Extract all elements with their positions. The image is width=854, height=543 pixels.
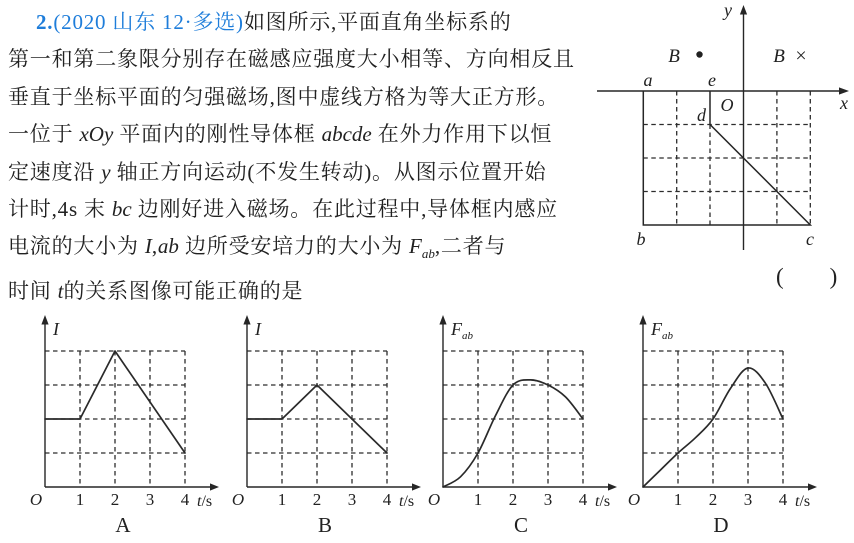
problem-text-line [8,273,600,310]
x-axis-arrow-icon [808,483,817,490]
x-tick-label: 1 [673,490,683,509]
y-axis-arrow-icon [41,315,48,325]
text-segment: 第一和第二象限分别存在磁感应强度大小相等、方向相反且 [8,47,575,72]
field-out-label: B [668,46,680,67]
option-label-A: A [115,513,131,537]
x-tick-label: 3 [743,490,753,509]
vertex-label-d: d [697,105,706,125]
x-axis-label: t/s [595,493,611,510]
x-axis-label: t/s [795,493,811,510]
y-axis-arrow-icon [439,315,446,325]
y-axis-arrow-icon [639,315,646,325]
y-axis-arrow-icon [740,5,747,15]
origin-label: O [427,490,441,509]
option-label-D: D [713,513,729,537]
x-tick-label: 1 [75,490,85,509]
y-axis-label: $F_{ab}$ [451,319,473,342]
vertex-label-c: c [806,229,814,249]
text-segment: 边刚好进入磁场。在此过程中,导体框内感应 [131,197,558,222]
text-segment: 垂直于坐标平面的匀强磁场,图中虚线方格为等大正方形。 [8,84,560,109]
x-tick-label: 3 [347,490,357,509]
x-tick-label: 2 [508,490,518,509]
y-axis-label: I [255,319,261,339]
x-axis-label: t/s [197,493,213,510]
origin-label: O [231,490,245,509]
text-segment: y [101,159,111,184]
y-axis-arrow-icon [243,315,250,325]
x-axis-arrow-icon [210,483,219,490]
origin-label: O [627,490,641,509]
problem-text-line [8,228,600,273]
graph-D [616,308,821,540]
problem-text-line [8,154,600,191]
field-in-label: B [773,46,785,67]
vertex-label-a: a [643,70,653,90]
problem-text-line [8,4,600,41]
text-segment: bc [111,197,132,222]
text-segment: 边所受安培力的大小为 [178,234,410,259]
y-axis-label: I [53,319,59,339]
x-tick-label: 4 [382,490,392,509]
text-segment: I [144,234,152,259]
x-tick-label: 3 [543,490,553,509]
problem-text [8,4,600,310]
text-segment: ,二者与 [434,234,507,259]
option-label-B: B [317,513,333,537]
field-in-cross-icon: × [795,45,807,67]
problem-text-line [8,116,600,153]
text-segment: , [151,234,158,259]
text-segment: 电流的大小为 [8,234,145,259]
x-tick-label: 4 [778,490,788,509]
text-segment: (2020 山东 12·多选) [53,10,244,34]
x-tick-label: 1 [277,490,287,509]
x-tick-label: 1 [473,490,483,509]
x-tick-label: 2 [708,490,718,509]
text-segment: 在外力作用下以恒 [371,122,553,147]
x-tick-label: 3 [145,490,155,509]
x-axis-label: x [840,93,848,113]
graph-B [220,308,425,540]
text-segment: 计时,4s 末 [8,197,112,222]
x-tick-label: 4 [180,490,190,509]
answer-bracket: ( ) [776,264,838,289]
text-segment: xOy [79,122,114,147]
text-segment: 的关系图像可能正确的是 [63,279,304,304]
x-tick-label: 2 [312,490,322,509]
text-segment: 如图所示,平面直角坐标系的 [243,10,512,34]
text-segment: 定速度沿 [8,159,102,184]
text-segment: $F_{ab}$ [409,234,435,262]
problem-text-line [8,41,600,78]
field-diagram [595,0,854,260]
x-axis-label: t/s [399,493,415,510]
graph-A [18,308,223,540]
problem-text-line [8,79,600,116]
x-tick-label: 4 [578,490,588,509]
option-label-C: C [513,513,529,537]
text-segment: ab [157,234,179,259]
text-segment: abcde [321,122,372,147]
graph-C [416,308,621,540]
text-segment: 平面内的刚性导体框 [113,122,322,147]
problem-text-line [8,191,600,228]
origin-label: O [29,490,43,509]
origin-label: O [720,95,734,115]
subscript: ab [421,246,435,262]
text-segment: 轴正方向运动(不发生转动)。从图示位置开始 [110,159,547,184]
text-segment: 2. [36,10,54,34]
y-axis-label: y [724,0,732,20]
y-axis-label: $F_{ab}$ [651,319,673,342]
vertex-label-e: e [708,70,716,90]
field-out-dot-icon [696,51,702,57]
text-segment: 一位于 [8,122,80,147]
x-tick-label: 2 [110,490,120,509]
vertex-label-b: b [636,229,646,249]
text-segment: 时间 [8,279,58,304]
text-segment: t [57,279,64,304]
